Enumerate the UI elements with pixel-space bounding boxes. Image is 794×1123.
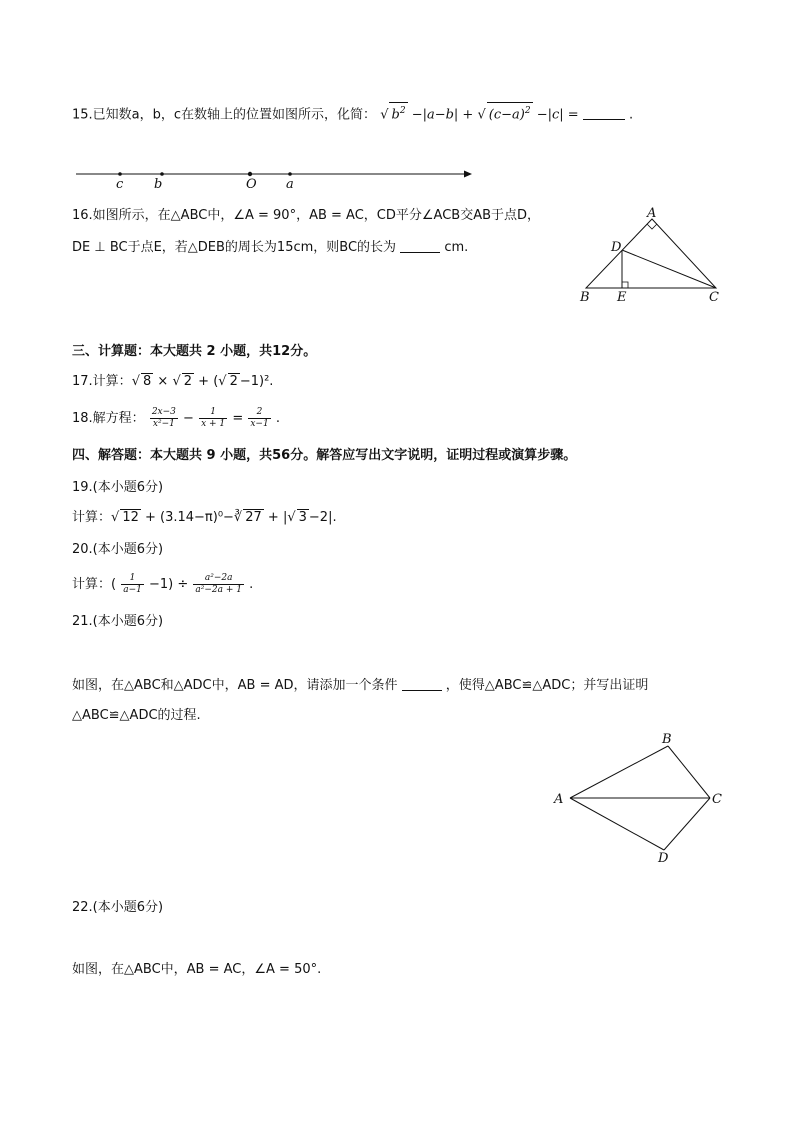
section-3-heading: 三、计算题：本大题共 2 小题，共12分。	[72, 344, 317, 359]
question-17: 17.计算：√ 8 × √ 2 + (√ 2 −1)².	[72, 374, 274, 389]
label-a: a	[286, 177, 294, 192]
question-22-head: 22.(本小题6分)	[72, 900, 164, 915]
label-b: b	[154, 177, 163, 192]
label-B: B	[662, 732, 672, 747]
label-O: O	[246, 177, 257, 192]
question-15: 15.已知数a，b，c在数轴上的位置如图所示，化简： √ $b^2 -|a-b|$ + √ $(c-a)^2 -|c|$ = .	[72, 102, 633, 125]
section-4-heading: 四、解答题：本大题共 9 小题，共56分。解答应写出文字说明，证明过程或演算步骤。	[72, 448, 577, 463]
label-A: A	[554, 792, 564, 807]
fraction-1: $\frac{1}{a-1}$	[123, 573, 142, 595]
fraction-2: $\frac{\text{a²−2a}}{\text{a²−2a + 1}}$	[195, 573, 243, 595]
answer-blank-21[interactable]	[402, 676, 442, 691]
label-C: C	[709, 290, 719, 305]
label-D: D	[658, 851, 669, 866]
sqrt-b2: $b^2$	[389, 102, 407, 123]
question-16-line1: 16.如图所示，在△ABC中，∠A = 90°，AB = AC，CD平分∠ACB交AB于点D，	[72, 208, 541, 223]
question-19-head: 19.(本小题6分)	[72, 480, 164, 495]
quadrilateral-figure-21	[548, 728, 728, 868]
question-16-line2: DE ⊥ BC于点E，若△DEB的周长为15cm，则BC的长为 cm.	[72, 240, 469, 255]
question-19: 计算：√ 12 + (3.14−π)⁰−∛ 27 + |√ 3 −2|.	[72, 510, 337, 525]
label-D: D	[611, 240, 622, 255]
fraction-3: $\frac{2}{x-1}$	[250, 407, 269, 429]
label-B: B	[580, 290, 590, 305]
answer-blank-15[interactable]	[583, 105, 625, 120]
number-line-figure	[70, 160, 480, 196]
fraction-1: $\frac{2x-3}{\text{x²−1}}$	[151, 407, 176, 429]
question-20: 计算：( $\frac{1}{a-1}$ −1) ÷ $\frac{\text{a²−2a}}{\text{a²−2a + 1}}$ .	[72, 573, 254, 595]
label-C: C	[712, 792, 722, 807]
question-21-head: 21.(本小题6分)	[72, 614, 164, 629]
label-c: c	[116, 177, 124, 192]
sqrt-c-minus-a: $(c-a)^2$	[487, 102, 533, 123]
question-20-head: 20.(本小题6分)	[72, 542, 164, 557]
question-18: 18.解方程： $\frac{2x-3}{\text{x²−1}}$ − $\frac{1}{x + 1}$ = $\frac{2}{x-1}$ .	[72, 407, 280, 429]
question-22-line1: 如图，在△ABC中，AB = AC，∠A = 50°.	[72, 962, 322, 977]
question-21-line2: △ABC≌△ADC的过程.	[72, 708, 201, 723]
label-E: E	[617, 290, 627, 305]
fraction-2: $\frac{1}{x + 1}$	[201, 407, 226, 429]
triangle-abc-figure-16	[574, 204, 734, 308]
answer-blank-16[interactable]	[400, 238, 440, 253]
question-21-line1: 如图，在△ABC和△ADC中，AB = AD，请添加一个条件 ，使得△ABC≌△ADC；并写出证明	[72, 678, 649, 693]
label-A: A	[647, 206, 657, 221]
